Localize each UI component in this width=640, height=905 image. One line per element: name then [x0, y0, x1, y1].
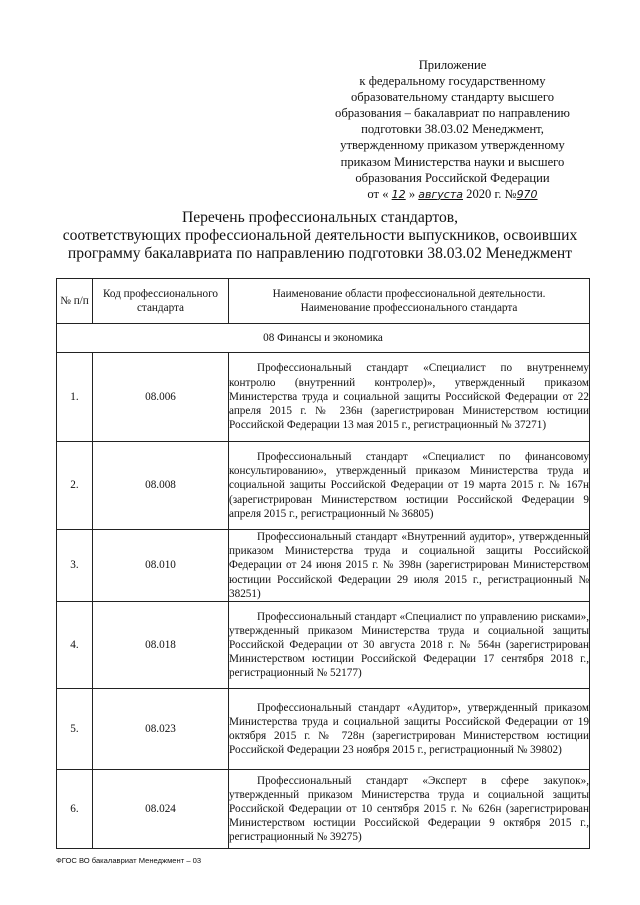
page-title	[40, 209, 600, 263]
row-standard-text: Профессиональный стандарт «Специалист по управлению рисками», утвержденный приказом Министерства труда и социальной защиты Российской Федерации от 30 августа 2018 г. № 564н (зарегистрирован Министерством юстиции Российской Федерации 17 сентября 2018 г., регистрационный № 52177)	[229, 602, 590, 689]
row-code: 08.006	[93, 353, 229, 442]
date-prefix: от «	[367, 186, 389, 201]
header-name-line: Наименование области профессиональной деятельности.	[272, 287, 546, 300]
handwritten-order-number: 970	[516, 187, 538, 201]
section-row	[57, 324, 590, 353]
row-standard-text: Профессиональный стандарт «Аудитор», утвержденный приказом Министерства труда и социальной защиты Российской Федерации от 19 октября 2015 г. № 728н (зарегистрирован Министерством юстиции Российской Федерации 23 ноября 2015 г., регистрационный № 39802)	[229, 689, 590, 770]
row-standard-text: Профессиональный стандарт «Внутренний аудитор», утвержденный приказом Министерства труда и социальной защиты Российской Федерации от 24 июня 2015 г. № 398н (зарегистрирован Министерством юстиции Российской Федерации 29 июля 2015 г., регистрационный № 38251)	[229, 531, 589, 600]
approval-line: к федеральному государственному	[359, 74, 546, 89]
table-row	[57, 689, 590, 770]
row-num: 4.	[57, 602, 93, 689]
header-num: № п/п	[57, 279, 93, 324]
row-code: 08.024	[93, 770, 229, 849]
date-mid: »	[408, 186, 416, 201]
row-code: 08.018	[93, 602, 229, 689]
row-code: 08.008	[93, 442, 229, 530]
handwritten-month: августа	[418, 187, 463, 201]
approval-date-line	[300, 186, 605, 203]
title-line: Перечень профессиональных стандартов,	[181, 209, 459, 226]
table-row	[57, 602, 590, 689]
row-code: 08.010	[93, 530, 229, 602]
table-header-row	[57, 279, 590, 324]
page-footer: ФГОС ВО бакалавриат Менеджмент – 03	[56, 856, 202, 865]
approval-line: приказом Министерства науки и высшего	[340, 154, 565, 169]
approval-line: образования Российской Федерации	[355, 170, 550, 185]
header-name	[229, 279, 590, 324]
date-year: 2020 г. №	[466, 186, 517, 201]
row-standard-text: Профессиональный стандарт «Специалист по финансовому консультированию», утвержденный приказом Министерства труда и социальной защиты Российской Федерации от 19 марта 2015 г. № 167н (зарегистрирован Министерством юстиции Российской Федерации 9 апреля 2015 г., регистрационный № 36805)	[229, 442, 590, 530]
section-title: 08 Финансы и экономика	[57, 324, 590, 353]
approval-line: Приложение	[418, 58, 487, 72]
row-standard-text: Профессиональный стандарт «Эксперт в сфере закупок», утвержденный приказом Министерства труда и социальной защиты Российской Федерации от 10 сентября 2015 г. № 626н (зарегистрирован Министерством юстиции Российской Федерации 9 октября 2015 г., регистрационный № 39275)	[229, 770, 590, 849]
approval-line: образовательному стандарту высшего	[350, 90, 555, 105]
table-row	[57, 442, 590, 530]
row-num: 1.	[57, 353, 93, 442]
table-row	[57, 353, 590, 442]
row-num: 5.	[57, 689, 93, 770]
header-code: Код профессионального стандарта	[93, 279, 229, 324]
approval-line: утвержденному приказом утвержденному	[340, 138, 565, 153]
header-name-line: Наименование профессионального стандарта	[300, 302, 518, 314]
title-line: соответствующих профессиональной деятельности выпускников, освоивших	[62, 227, 578, 244]
approval-line: образования – бакалавриат по направлению	[335, 106, 570, 121]
handwritten-day: 12	[391, 187, 406, 201]
standards-table	[56, 278, 590, 849]
row-num: 6.	[57, 770, 93, 849]
table-row	[57, 530, 590, 602]
row-code: 08.023	[93, 689, 229, 770]
row-num: 2.	[57, 442, 93, 530]
table-row	[57, 770, 590, 849]
approval-block	[300, 57, 605, 203]
row-standard-text: Профессиональный стандарт «Специалист по внутреннему контролю (внутренний контролер)», утвержденный приказом Министерства труда и социальной защиты Российской Федерации от 22 апреля 2015 г. № 236н (зарегистрирован Министерством юстиции Российской Федерации 13 мая 2015 г., регистрационный № 37271)	[229, 353, 590, 442]
approval-line: подготовки 38.03.02 Менеджмент,	[361, 122, 544, 137]
row-num: 3.	[57, 530, 93, 602]
title-line: программу бакалавриата по направлению подготовки 38.03.02 Менеджмент	[67, 245, 573, 262]
